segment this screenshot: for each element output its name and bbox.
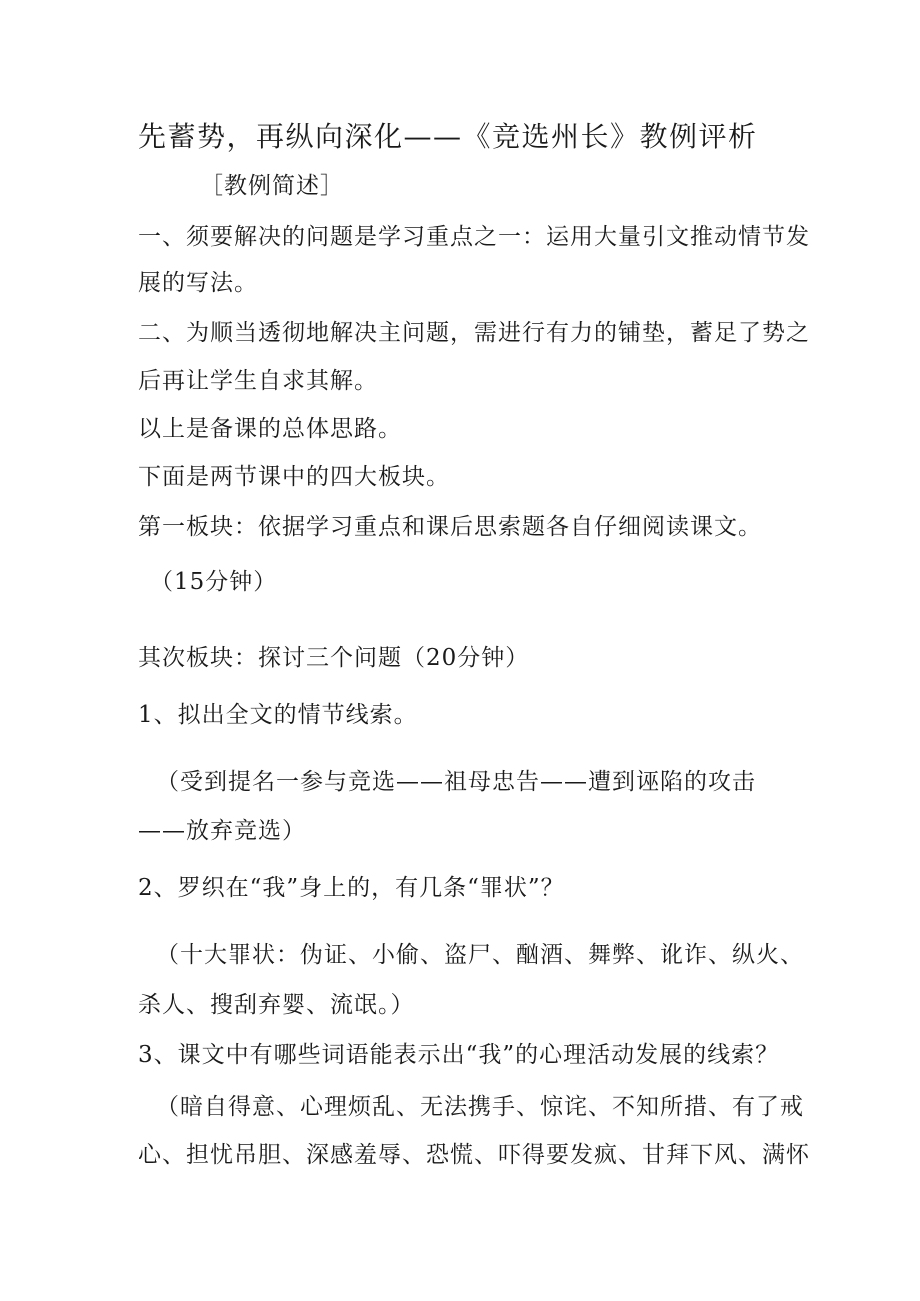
answer-1-line-1: （受到提名一参与竞选——祖母忠告——遭到诬陷的攻击 <box>156 769 756 795</box>
answer-3-line-2: 心、担忧吊胆、深感羞辱、恐慌、吓得要发疯、甘拜下风、满怀 <box>138 1142 810 1168</box>
answer-1-line-2: ——放弃竞选） <box>138 818 306 844</box>
answer-2-line-2: 杀人、搜刮弃婴、流氓。） <box>138 992 415 1018</box>
point-1-line-1: 一、须要解决的问题是学习重点之一：运用大量引文推动情节发 <box>138 224 810 250</box>
answer-2-line-1: （十大罪状：伪证、小偷、盗尸、酗酒、舞弊、讹诈、纵火、 <box>156 942 804 968</box>
question-2: 2、罗织在“我”身上的，有几条“罪状”？ <box>138 875 565 901</box>
block-1-time: （15分钟） <box>150 569 278 595</box>
block-2-line: 其次板块：探讨三个问题（20分钟） <box>138 645 530 671</box>
summary-line: 以上是备课的总体思路。 <box>138 416 402 442</box>
question-3: 3、课文中有哪些词语能表示出“我”的心理活动发展的线索？ <box>138 1042 780 1068</box>
point-2-line-2: 后再让学生自求其解。 <box>138 368 378 394</box>
point-1-line-2: 展的写法。 <box>138 270 258 296</box>
question-1: 1、拟出全文的情节线索。 <box>138 702 418 728</box>
document-title: 先蓄势，再纵向深化——《竞选州长》教例评析 <box>138 120 758 153</box>
section-heading: ［教例简述］ <box>200 173 344 199</box>
block-1-line: 第一板块：依据学习重点和课后思索题各自仔细阅读课文。 <box>138 514 762 540</box>
blocks-intro-line: 下面是两节课中的四大板块。 <box>138 464 450 490</box>
point-2-line-1: 二、为顺当透彻地解决主问题，需进行有力的铺垫，蓄足了势之 <box>138 320 810 346</box>
answer-3-line-1: （暗自得意、心理烦乱、无法携手、惊诧、不知所措、有了戒 <box>156 1094 804 1120</box>
